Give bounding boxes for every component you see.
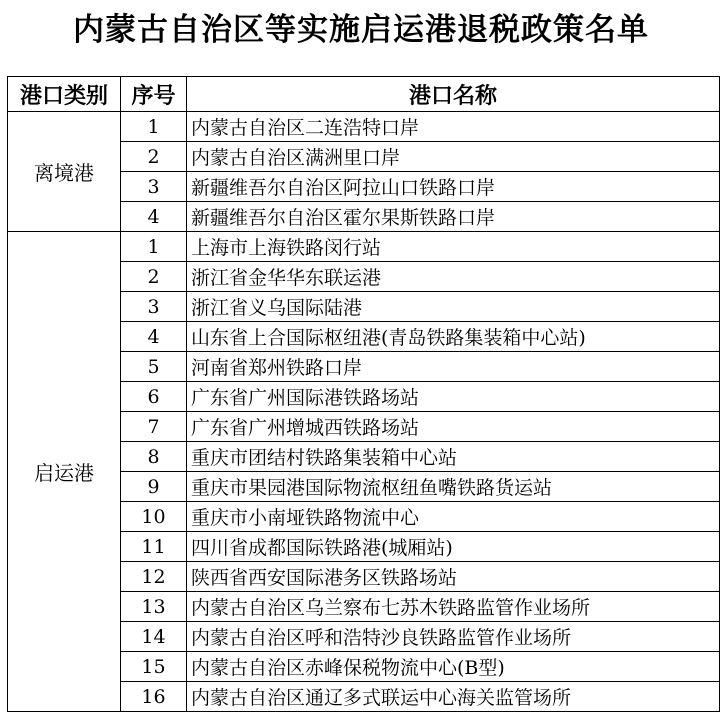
port-name-cell: 浙江省义乌国际陆港 <box>187 292 720 322</box>
seq-cell: 10 <box>121 502 187 532</box>
table-header-row <box>8 77 720 112</box>
port-name-cell: 上海市上海铁路闵行站 <box>187 232 720 262</box>
port-name-cell: 重庆市团结村铁路集装箱中心站 <box>187 442 720 472</box>
seq-cell: 3 <box>121 172 187 202</box>
seq-cell: 7 <box>121 412 187 442</box>
seq-cell: 2 <box>121 262 187 292</box>
port-name-cell: 内蒙古自治区呼和浩特沙良铁路监管作业场所 <box>187 622 720 652</box>
port-name-cell: 新疆维吾尔自治区霍尔果斯铁路口岸 <box>187 202 720 232</box>
port-list-table <box>7 76 720 712</box>
category-cell-departure: 离境港 <box>8 112 121 232</box>
seq-cell: 1 <box>121 112 187 142</box>
seq-cell: 8 <box>121 442 187 472</box>
seq-cell: 12 <box>121 562 187 592</box>
port-name-cell: 内蒙古自治区满洲里口岸 <box>187 142 720 172</box>
seq-cell: 6 <box>121 382 187 412</box>
port-name-cell: 内蒙古自治区赤峰保税物流中心(B型) <box>187 652 720 682</box>
port-name-cell: 内蒙古自治区通辽多式联运中心海关监管场所 <box>187 682 720 712</box>
port-name-cell: 重庆市小南垭铁路物流中心 <box>187 502 720 532</box>
port-name-cell: 陕西省西安国际港务区铁路场站 <box>187 562 720 592</box>
port-name-cell: 内蒙古自治区二连浩特口岸 <box>187 112 720 142</box>
seq-cell: 11 <box>121 532 187 562</box>
port-name-cell: 新疆维吾尔自治区阿拉山口铁路口岸 <box>187 172 720 202</box>
seq-cell: 13 <box>121 592 187 622</box>
port-name-cell: 四川省成都国际铁路港(城厢站) <box>187 532 720 562</box>
header-seq: 序号 <box>121 77 187 112</box>
seq-cell: 1 <box>121 232 187 262</box>
port-name-cell: 广东省广州增城西铁路场站 <box>187 412 720 442</box>
port-name-cell: 山东省上合国际枢纽港(青岛铁路集装箱中心站) <box>187 322 720 352</box>
seq-cell: 9 <box>121 472 187 502</box>
port-name-cell: 重庆市果园港国际物流枢纽鱼嘴铁路货运站 <box>187 472 720 502</box>
seq-cell: 3 <box>121 292 187 322</box>
table-row <box>8 112 720 142</box>
seq-cell: 14 <box>121 622 187 652</box>
port-name-cell: 浙江省金华华东联运港 <box>187 262 720 292</box>
table-row <box>8 232 720 262</box>
port-name-cell: 广东省广州国际港铁路场站 <box>187 382 720 412</box>
header-name: 港口名称 <box>187 77 720 112</box>
seq-cell: 16 <box>121 682 187 712</box>
seq-cell: 15 <box>121 652 187 682</box>
seq-cell: 5 <box>121 352 187 382</box>
category-cell-origin: 启运港 <box>8 232 121 712</box>
port-name-cell: 河南省郑州铁路口岸 <box>187 352 720 382</box>
port-name-cell: 内蒙古自治区乌兰察布七苏木铁路监管作业场所 <box>187 592 720 622</box>
seq-cell: 4 <box>121 322 187 352</box>
header-category: 港口类别 <box>8 77 121 112</box>
seq-cell: 4 <box>121 202 187 232</box>
document-title: 内蒙古自治区等实施启运港退税政策名单 <box>73 12 649 48</box>
seq-cell: 2 <box>121 142 187 172</box>
